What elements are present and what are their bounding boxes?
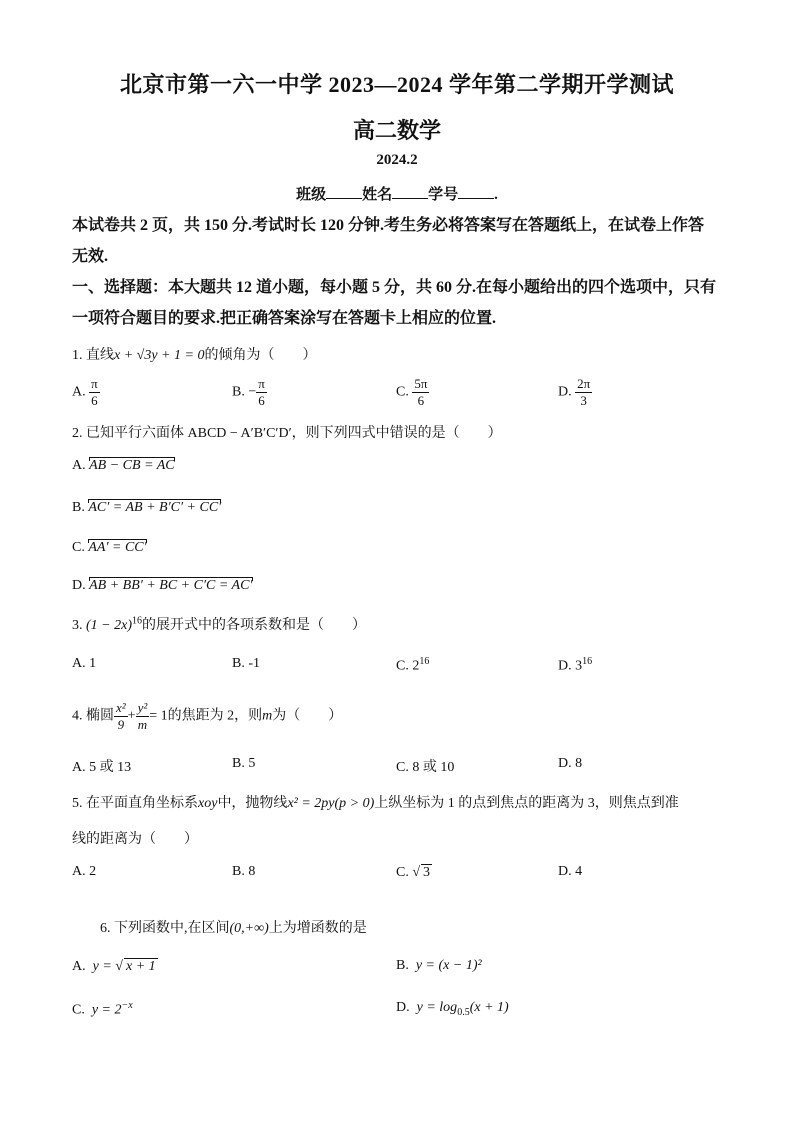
question-5-line-2: 线的距离为（ ） — [72, 832, 198, 847]
q2-option-a[interactable] — [72, 458, 175, 474]
q2-number: 2. — [72, 426, 83, 441]
q6-option-d[interactable] — [396, 1000, 509, 1018]
option-letter: B. — [72, 500, 85, 515]
q5-option-a[interactable] — [72, 864, 96, 880]
option-argument: (x + 1) — [469, 1000, 509, 1015]
option-base: y = 2 — [91, 1002, 122, 1018]
q1-option-d[interactable] — [558, 376, 592, 409]
q2-a-expression: AB − CB = AC — [89, 458, 175, 473]
option-value: 1 — [89, 656, 97, 671]
question-2 — [72, 422, 502, 442]
option-value: 8 — [248, 864, 256, 879]
numerator: 2π — [577, 376, 591, 391]
option-expression: y = (x − 1)² — [415, 958, 482, 973]
q1-b-fraction — [256, 376, 267, 409]
q2-option-c[interactable] — [72, 540, 147, 556]
q4-option-b[interactable]: B. 5 — [232, 756, 256, 771]
q4-fraction-1 — [114, 700, 128, 733]
question-3 — [72, 614, 366, 634]
option-letter: A. — [72, 656, 86, 671]
q1-expression: x + √3y + 1 = 0 — [114, 348, 205, 363]
numerator: 5π — [414, 376, 428, 391]
id-label: 学号 — [428, 187, 459, 203]
option-letter: B. — [232, 864, 245, 879]
q6-number: 6. — [100, 921, 111, 936]
q3-option-d[interactable] — [558, 656, 592, 675]
q2-c-expression: AA′ = CC′ — [88, 540, 147, 555]
q1-option-c[interactable] — [396, 376, 429, 409]
denominator: 9 — [117, 717, 125, 732]
q2-b-expression: AC′ = AB + B′C′ + CC′ — [88, 500, 222, 515]
q5-option-b[interactable] — [232, 864, 255, 880]
question-1 — [72, 344, 316, 364]
option-letter: D. — [558, 864, 572, 879]
option-letter: A. — [72, 864, 86, 879]
option-value: 2 — [89, 864, 97, 879]
q1-c-fraction — [412, 376, 429, 409]
q5-xoy: xoy — [198, 796, 218, 811]
instructions-line-2: 无效. — [72, 248, 109, 265]
option-letter: C. — [72, 540, 85, 555]
option-radicand: x + 1 — [125, 959, 156, 974]
numerator: y² — [137, 700, 148, 715]
option-letter: C. — [396, 384, 409, 400]
denominator: 6 — [258, 393, 265, 408]
denominator: 6 — [417, 393, 425, 408]
option-radicand: 3 — [423, 865, 431, 880]
q5-parabola: x² = 2py(p > 0) — [287, 796, 375, 811]
q1-d-fraction — [575, 376, 592, 409]
q1-text-pre: 直线 — [86, 348, 114, 363]
q3-option-a[interactable] — [72, 656, 96, 672]
q6-option-b[interactable] — [396, 958, 482, 974]
option-letter: C. — [396, 865, 409, 880]
name-blank — [392, 184, 428, 199]
q3-number: 3. — [72, 618, 83, 633]
q4-option-d[interactable]: D. 8 — [558, 756, 583, 771]
denominator: 6 — [91, 393, 98, 408]
q5-text-a: 在平面直角坐标系 — [86, 796, 198, 811]
option-letter: B. — [232, 656, 245, 671]
section1-heading-line-1: 一、选择题：本大题共 12 道小题，每小题 5 分，共 60 分.在每小题给出的四个选项中，只有 — [72, 279, 717, 296]
q3-option-c[interactable] — [396, 656, 429, 675]
subject-title: 高二数学 — [352, 118, 441, 143]
q2-option-d[interactable] — [72, 578, 253, 594]
q6-option-c[interactable] — [72, 1000, 133, 1019]
q5-option-c[interactable]: C. √ 3 — [396, 865, 431, 880]
option-exponent: 16 — [582, 656, 593, 667]
q1-a-fraction — [89, 376, 100, 409]
q5-text-c: 上纵坐标为 1 的点到焦点的距离为 3，则焦点到准 — [374, 796, 679, 811]
option-exponent: 16 — [419, 656, 430, 667]
q2-d-expression: AB + BB′ + BC + C′C = AC′ — [89, 578, 253, 593]
q4-variable: m — [262, 708, 273, 724]
q1-option-b[interactable] — [232, 376, 267, 409]
option-letter: A. — [72, 959, 86, 974]
denominator: m — [137, 717, 148, 732]
numerator: π — [258, 376, 265, 391]
option-letter: D. — [396, 1000, 410, 1015]
q3-option-b[interactable] — [232, 656, 260, 672]
q1-option-a[interactable] — [72, 376, 100, 409]
q4-text-mid: 的焦距为 2，则 — [167, 708, 263, 724]
class-blank — [326, 184, 362, 199]
q5-text-b: 中，抛物线 — [217, 796, 288, 811]
option-letter: B. — [396, 958, 409, 973]
id-blank — [458, 184, 494, 199]
option-letter: B. — [232, 384, 245, 400]
minus-sign: − — [248, 384, 257, 400]
denominator: 3 — [580, 393, 587, 408]
q4-text-post: 为（ ） — [272, 708, 343, 724]
q3-exponent: 16 — [132, 615, 142, 627]
q1-number: 1. — [72, 348, 83, 363]
option-letter: A. — [72, 458, 86, 473]
q4-fraction-2 — [136, 700, 150, 733]
q6-text-a: 下列函数中,在区间 — [114, 921, 230, 936]
option-lhs: y = — [92, 959, 112, 974]
question-5-line-1 — [72, 792, 679, 812]
q6-interval: (0,+∞) — [229, 921, 269, 936]
q4-option-a[interactable]: A. 5 或 13 — [72, 760, 132, 775]
q4-number: 4. — [72, 708, 83, 724]
option-letter: C. — [396, 658, 409, 674]
q3-text: 的展开式中的各项系数和是（ ） — [142, 618, 366, 633]
option-exponent: −x — [121, 1000, 133, 1011]
q6-text-b: 上为增函数的是 — [268, 921, 367, 936]
numerator: π — [91, 376, 98, 391]
option-base: 3 — [575, 658, 583, 674]
q4-option-c[interactable]: C. 8 或 10 — [396, 760, 455, 775]
exam-date: 2024.2 — [376, 152, 418, 168]
q4-text-pre: 椭圆 — [86, 708, 114, 724]
option-letter: A. — [72, 384, 86, 400]
section1-heading-line-2: 一项符合题目的要求.把正确答案涂写在答题卡上相应的位置. — [72, 310, 497, 327]
q2-option-b[interactable] — [72, 500, 221, 516]
option-letter: D. — [558, 658, 572, 674]
option-log-base: 0.5 — [457, 1006, 470, 1018]
name-label: 姓名 — [362, 187, 393, 203]
numerator: x² — [116, 700, 126, 715]
option-value: 4 — [575, 864, 583, 879]
option-letter: C. — [72, 1002, 85, 1018]
q1-text-post: 的倾角为（ ） — [204, 348, 317, 363]
option-base: 2 — [412, 658, 420, 674]
class-label: 班级 — [296, 187, 327, 203]
question-6 — [100, 917, 367, 937]
q2-text: 已知平行六面体 ABCD − A′B′C′D′，则下列四式中错误的是（ ） — [86, 426, 502, 441]
q5-option-d[interactable] — [558, 864, 582, 880]
q6-option-a[interactable]: A. y = √ x + 1 — [72, 959, 156, 974]
option-log: y = log — [416, 1000, 458, 1015]
q3-expression: (1 − 2x) — [86, 618, 132, 633]
question-4 — [72, 700, 342, 733]
option-letter: D. — [558, 384, 572, 400]
instructions-line-1: 本试卷共 2 页，共 150 分.考试时长 120 分钟.考生务必将答案写在答题纸上，在试卷上作答 — [72, 217, 705, 234]
end-mark: . — [494, 187, 498, 203]
q5-number: 5. — [72, 796, 83, 811]
plus-sign: + — [127, 708, 136, 724]
equals-one: = 1 — [149, 708, 168, 724]
option-value: -1 — [248, 656, 261, 671]
student-info-line — [0, 183, 794, 204]
exam-title: 北京市第一六一中学 2023—2024 学年第二学期开学测试 — [119, 72, 674, 97]
option-letter: D. — [72, 578, 86, 593]
